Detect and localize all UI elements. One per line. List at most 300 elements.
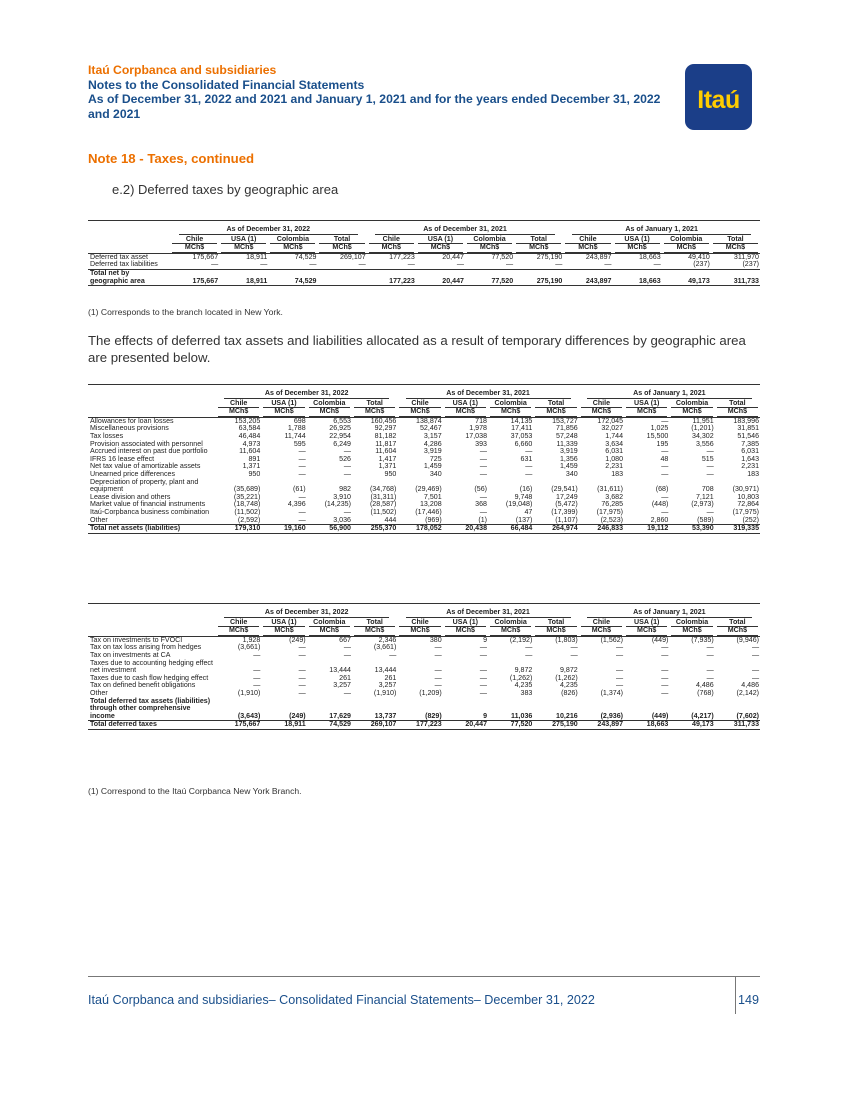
cell-value: 3,682 bbox=[605, 492, 624, 501]
unit-text: MCh$ bbox=[319, 244, 364, 253]
cell-value: (1,374) bbox=[600, 688, 624, 697]
row-label: Other bbox=[90, 515, 108, 524]
cell-value: — bbox=[751, 650, 760, 659]
cell-value: 319,335 bbox=[715, 525, 760, 534]
cell-value: — bbox=[456, 260, 464, 269]
column-header-label: Colombia bbox=[309, 619, 350, 628]
row-label: Total net assets (liabilities) bbox=[88, 525, 216, 534]
cell-value: 183 bbox=[611, 469, 624, 478]
column-header-label: Colombia bbox=[270, 236, 315, 245]
cell-value: 891 bbox=[248, 454, 261, 463]
row-label: Itaú-Corpbanca business combination bbox=[90, 507, 210, 516]
cell-value: — bbox=[661, 643, 669, 652]
cell-value: (5,472) bbox=[555, 500, 578, 509]
cell-value: 9,748 bbox=[514, 492, 533, 501]
cell-value: 3,634 bbox=[605, 439, 624, 448]
row-label: Provision associated with personnel bbox=[90, 439, 203, 448]
cell-value: 178,052 bbox=[397, 525, 442, 534]
cell-value: 14,135 bbox=[510, 416, 533, 425]
cell-value: 177,223 bbox=[367, 269, 416, 285]
cell-value: 179,310 bbox=[216, 525, 261, 534]
cell-value: — bbox=[706, 673, 714, 682]
cell-value: 950 bbox=[384, 469, 397, 478]
row-label: Total deferred tax assets (liabilities) through other comprehensive income bbox=[90, 696, 211, 720]
cell-value: 52,467 bbox=[419, 424, 442, 433]
unit-label bbox=[488, 408, 533, 417]
cell-value: 3,157 bbox=[423, 431, 442, 440]
unit-label bbox=[514, 244, 563, 253]
cell-value: 698 bbox=[293, 416, 306, 425]
unit-label bbox=[624, 408, 669, 417]
unit-text: MCh$ bbox=[581, 408, 622, 417]
cell-value: 4,286 bbox=[423, 439, 442, 448]
cell-value: 74,529 bbox=[307, 721, 352, 730]
cell-value: 18,663 bbox=[638, 252, 661, 261]
cell-value: (35,689) bbox=[233, 485, 261, 494]
unit-text: MCh$ bbox=[713, 244, 758, 253]
cell-value: 4,235 bbox=[514, 681, 533, 690]
cell-value: 46,484 bbox=[238, 431, 261, 440]
group-header bbox=[579, 385, 760, 399]
column-header-label: Total bbox=[713, 236, 758, 245]
unit-text: MCh$ bbox=[581, 627, 622, 636]
unit-row bbox=[88, 408, 760, 417]
cell-value: — bbox=[298, 666, 306, 675]
unit-text: MCh$ bbox=[516, 244, 561, 253]
cell-value: — bbox=[525, 469, 533, 478]
cell-value: 1,459 bbox=[423, 462, 442, 471]
cell-value: 7,385 bbox=[741, 439, 760, 448]
cell-value: 20,447 bbox=[443, 721, 488, 730]
column-header-label: Total bbox=[535, 619, 576, 628]
column-header-label: Total bbox=[535, 400, 576, 409]
column-header-label: Total bbox=[354, 400, 395, 409]
cell-value: 138,874 bbox=[416, 416, 442, 425]
cell-value: (2,973) bbox=[691, 500, 714, 509]
cell-value: 49,410 bbox=[688, 252, 710, 261]
column-header-label: Chile bbox=[581, 400, 622, 409]
cell-value: 4,235 bbox=[559, 681, 578, 690]
unit-text: MCh$ bbox=[263, 627, 304, 636]
cell-value: (14,235) bbox=[324, 500, 351, 509]
cell-value: 32,027 bbox=[601, 424, 624, 433]
cell-value: 1,417 bbox=[378, 454, 397, 463]
cell-value: — bbox=[298, 643, 306, 652]
cell-value: 195 bbox=[656, 439, 669, 448]
cell-value: (1,803) bbox=[555, 635, 578, 644]
financial-table bbox=[88, 220, 760, 286]
cell-value: 48 bbox=[660, 454, 669, 463]
cell-value: 10,216 bbox=[556, 711, 578, 720]
cell-value: 1,459 bbox=[559, 462, 578, 471]
footer-text: Itaú Corpbanca and subsidiaries– Consolidated Financial Statements– December 31, 2022 bbox=[88, 993, 595, 1007]
cell-value: (7,602) bbox=[736, 711, 760, 720]
unit-text: MCh$ bbox=[664, 244, 709, 253]
cell-value: (56) bbox=[474, 485, 488, 494]
footer-rule bbox=[88, 976, 760, 977]
table-deferred-taxes-by-area bbox=[88, 220, 760, 286]
cell-value: 22,954 bbox=[329, 431, 351, 440]
cell-value: 57,248 bbox=[556, 431, 578, 440]
group-header bbox=[216, 604, 397, 618]
cell-value: (29,541) bbox=[551, 485, 578, 494]
cell-value: 3,556 bbox=[695, 439, 714, 448]
table-row bbox=[88, 479, 760, 494]
cell-value: 175,667 bbox=[216, 721, 261, 730]
cell-value: (249) bbox=[289, 635, 306, 644]
cell-value: (3,661) bbox=[237, 643, 261, 652]
cell-value: 595 bbox=[293, 439, 306, 448]
cell-value: 275,190 bbox=[533, 721, 578, 730]
unit-text: MCh$ bbox=[418, 244, 463, 253]
cell-value: (237) bbox=[693, 260, 710, 269]
company-name: Itaú Corpbanca and subsidiaries bbox=[88, 63, 277, 77]
cell-value: — bbox=[434, 643, 442, 652]
cell-value: 153,727 bbox=[552, 416, 578, 425]
row-label: Total deferred taxes bbox=[88, 721, 216, 730]
cell-value: 175,667 bbox=[192, 252, 219, 261]
cell-value: 11,951 bbox=[692, 416, 714, 425]
header-line-notes: Notes to the Consolidated Financial Statements bbox=[88, 77, 365, 92]
cell-value: — bbox=[661, 492, 669, 501]
column-header-label: Chile bbox=[565, 236, 610, 245]
cell-value: (2,192) bbox=[509, 635, 533, 644]
group-header-row bbox=[88, 604, 760, 618]
cell-value: (16) bbox=[519, 485, 533, 494]
unit-text: MCh$ bbox=[354, 408, 395, 417]
logo-text: Itaú bbox=[697, 86, 740, 114]
cell-value: (3,661) bbox=[373, 643, 397, 652]
cell-value: 631 bbox=[520, 454, 533, 463]
unit-label bbox=[443, 627, 488, 636]
unit-label bbox=[261, 408, 306, 417]
cell-value: 526 bbox=[339, 454, 351, 463]
unit-text: MCh$ bbox=[671, 627, 712, 636]
cell-value: 311,970 bbox=[733, 252, 759, 261]
cell-value: — bbox=[615, 666, 624, 675]
subtotal-row bbox=[88, 698, 760, 721]
unit-label bbox=[624, 627, 669, 636]
cell-value: 18,911 bbox=[261, 721, 306, 730]
column-header-label: Chile bbox=[399, 400, 440, 409]
cell-value: 17,411 bbox=[511, 424, 533, 433]
unit-text: MCh$ bbox=[399, 408, 440, 417]
cell-value: 6,031 bbox=[605, 447, 624, 456]
unit-label bbox=[307, 627, 352, 636]
unit-label bbox=[715, 627, 760, 636]
row-label: IFRS 16 lease effect bbox=[90, 454, 155, 463]
column-header-label: Chile bbox=[581, 619, 622, 628]
column-header-label: Colombia bbox=[309, 400, 350, 409]
column-header-label: Total bbox=[516, 236, 561, 245]
cell-value: — bbox=[706, 650, 714, 659]
row-label: Accrued interest on past due portfolio bbox=[90, 447, 208, 456]
cell-value: 243,897 bbox=[585, 252, 612, 261]
unit-text: MCh$ bbox=[369, 244, 414, 253]
cell-value: — bbox=[253, 681, 261, 690]
unit-label bbox=[261, 627, 306, 636]
group-header-label: As of December 31, 2021 bbox=[406, 609, 571, 618]
cell-value: 9 bbox=[483, 711, 488, 720]
cell-value bbox=[317, 269, 366, 285]
cell-value: 17,249 bbox=[556, 492, 578, 501]
financial-table bbox=[88, 384, 760, 534]
unit-label bbox=[533, 408, 578, 417]
cell-value: — bbox=[479, 492, 488, 501]
column-header-label: USA (1) bbox=[626, 619, 667, 628]
cell-value: — bbox=[751, 666, 760, 675]
cell-value: (30,971) bbox=[732, 485, 760, 494]
table-row bbox=[88, 644, 760, 652]
group-header-row bbox=[88, 385, 760, 399]
unit-label bbox=[488, 627, 533, 636]
cell-value: (137) bbox=[515, 515, 533, 524]
cell-value: — bbox=[434, 666, 442, 675]
cell-value: — bbox=[615, 681, 624, 690]
group-header-label: As of January 1, 2021 bbox=[587, 609, 752, 618]
column-header-label: Colombia bbox=[671, 400, 712, 409]
cell-value: 18,663 bbox=[613, 269, 662, 285]
document-header bbox=[88, 63, 688, 121]
unit-label bbox=[397, 408, 442, 417]
cell-value: (29,469) bbox=[415, 485, 442, 494]
unit-text: MCh$ bbox=[717, 627, 758, 636]
cell-value: — bbox=[661, 673, 669, 682]
cell-value: (17,975) bbox=[596, 507, 624, 516]
header-line-period-cont: and 2021 bbox=[88, 106, 141, 121]
row-label: Depreciation of property, plant and equipment bbox=[90, 477, 199, 494]
cell-value: 183 bbox=[747, 469, 760, 478]
unit-text: MCh$ bbox=[490, 408, 531, 417]
cell-value: 18,911 bbox=[219, 269, 268, 285]
column-header-label: Chile bbox=[172, 236, 217, 245]
cell-value: — bbox=[615, 650, 624, 659]
unit-text: MCh$ bbox=[717, 408, 758, 417]
row-label: Tax losses bbox=[90, 431, 124, 440]
group-header bbox=[216, 385, 397, 399]
row-label: Miscellaneous provisions bbox=[90, 424, 169, 433]
cell-value: 725 bbox=[429, 454, 442, 463]
cell-value: — bbox=[570, 650, 578, 659]
itau-logo bbox=[685, 64, 752, 130]
column-header-label: USA (1) bbox=[615, 236, 660, 245]
cell-value: — bbox=[389, 650, 397, 659]
cell-value: 153,205 bbox=[234, 416, 261, 425]
cell-value: — bbox=[434, 673, 442, 682]
cell-value: 340 bbox=[565, 469, 578, 478]
cell-value: — bbox=[706, 643, 714, 652]
cell-value: — bbox=[479, 688, 488, 697]
row-label: Tax on defined benefit obligations bbox=[90, 681, 196, 690]
column-header-label: USA (1) bbox=[221, 236, 266, 245]
cell-value: (829) bbox=[425, 711, 442, 720]
cell-value: 63,584 bbox=[238, 424, 261, 433]
row-label: Deferred tax asset bbox=[90, 252, 148, 261]
unit-text: MCh$ bbox=[467, 244, 512, 253]
cell-value: (19,048) bbox=[505, 500, 533, 509]
footer-divider bbox=[735, 976, 736, 1014]
cell-value: 3,910 bbox=[333, 492, 351, 501]
row-label: Tax on investments at CA bbox=[90, 650, 171, 659]
cell-value: 383 bbox=[520, 688, 533, 697]
cell-value: — bbox=[358, 260, 366, 269]
cell-value: 18,663 bbox=[624, 721, 669, 730]
cell-value: 31,851 bbox=[737, 424, 760, 433]
cell-value: 982 bbox=[339, 485, 351, 494]
cell-value: 183,996 bbox=[733, 416, 760, 425]
cell-value: — bbox=[343, 688, 351, 697]
cell-value: — bbox=[706, 462, 714, 471]
cell-value: 77,520 bbox=[491, 252, 514, 261]
cell-value: 275,190 bbox=[536, 252, 563, 261]
unit-label bbox=[579, 408, 624, 417]
table-row bbox=[88, 448, 760, 456]
column-header-label: USA (1) bbox=[263, 400, 304, 409]
cell-value: — bbox=[706, 507, 714, 516]
unit-text: MCh$ bbox=[221, 244, 266, 253]
cell-value: (17,446) bbox=[415, 507, 442, 516]
unit-label bbox=[711, 244, 760, 253]
cell-value: — bbox=[479, 454, 488, 463]
cell-value: 7,501 bbox=[423, 492, 442, 501]
unit-label bbox=[317, 244, 366, 253]
cell-value: — bbox=[298, 492, 306, 501]
cell-value: 6,660 bbox=[514, 439, 533, 448]
group-header-label: As of December 31, 2022 bbox=[224, 390, 389, 399]
cell-value: — bbox=[343, 462, 351, 471]
group-header bbox=[397, 385, 578, 399]
cell-value: — bbox=[253, 666, 261, 675]
cell-value: (1,107) bbox=[555, 515, 578, 524]
column-header-label: Chile bbox=[218, 619, 259, 628]
row-label: Unearned price differences bbox=[90, 469, 176, 478]
table-row bbox=[88, 660, 760, 675]
unit-text: MCh$ bbox=[626, 627, 667, 636]
cell-value: 47 bbox=[524, 507, 533, 516]
cell-value: 4,396 bbox=[287, 500, 306, 509]
cell-value: 71,856 bbox=[556, 424, 578, 433]
cell-value: 9,872 bbox=[514, 666, 533, 675]
unit-label bbox=[443, 408, 488, 417]
unit-text: MCh$ bbox=[399, 627, 440, 636]
group-header-label: As of January 1, 2021 bbox=[587, 390, 752, 399]
cell-value: — bbox=[343, 469, 351, 478]
cell-value: 49,173 bbox=[662, 269, 711, 285]
cell-value: — bbox=[309, 260, 317, 269]
cell-value: 13,737 bbox=[374, 711, 397, 720]
cell-value: 261 bbox=[384, 673, 397, 682]
cell-value: 37,053 bbox=[510, 431, 533, 440]
cell-value: 11,817 bbox=[375, 439, 397, 448]
cell-value: 13,208 bbox=[419, 500, 442, 509]
row-label: Tax on tax loss arising from hedges bbox=[90, 643, 202, 652]
row-label: Taxes due to accounting hedging effect net investment bbox=[90, 658, 213, 675]
cell-value: (1,910) bbox=[373, 688, 397, 697]
cell-value: 708 bbox=[701, 485, 714, 494]
table-row bbox=[88, 463, 760, 471]
cell-value: — bbox=[479, 507, 488, 516]
cell-value: — bbox=[260, 260, 268, 269]
unit-label bbox=[613, 244, 662, 253]
cell-value: 92,297 bbox=[374, 424, 397, 433]
cell-value: 515 bbox=[701, 454, 714, 463]
row-label: Allowances for loan losses bbox=[90, 416, 174, 425]
cell-value: 9 bbox=[483, 635, 488, 644]
cell-value: — bbox=[661, 469, 669, 478]
cell-value: — bbox=[343, 507, 351, 516]
cell-value: 1,025 bbox=[650, 424, 669, 433]
unit-text: MCh$ bbox=[626, 408, 667, 417]
unit-label bbox=[367, 244, 416, 253]
cell-value: (249) bbox=[289, 711, 306, 720]
cell-value: 1,080 bbox=[605, 454, 624, 463]
cell-value: — bbox=[661, 507, 669, 516]
cell-value: — bbox=[298, 688, 306, 697]
cell-value: (61) bbox=[293, 485, 306, 494]
unit-row bbox=[88, 244, 760, 253]
unit-text: MCh$ bbox=[445, 408, 486, 417]
unit-label bbox=[268, 244, 317, 253]
cell-value: 11,744 bbox=[284, 431, 306, 440]
unit-text: MCh$ bbox=[172, 244, 217, 253]
cell-value: — bbox=[298, 447, 306, 456]
cell-value: (1,201) bbox=[691, 424, 714, 433]
cell-value: 261 bbox=[339, 673, 351, 682]
cell-value: — bbox=[434, 650, 442, 659]
cell-value: 243,897 bbox=[563, 269, 612, 285]
cell-value: (3,643) bbox=[237, 711, 261, 720]
unit-label bbox=[662, 244, 711, 253]
cell-value: 74,529 bbox=[294, 252, 317, 261]
cell-value: — bbox=[479, 650, 488, 659]
unit-label bbox=[216, 627, 261, 636]
unit-text: MCh$ bbox=[615, 244, 660, 253]
cell-value: (1,262) bbox=[509, 673, 533, 682]
cell-value: 177,223 bbox=[389, 252, 415, 261]
group-header bbox=[563, 221, 760, 235]
row-label: Market value of financial instruments bbox=[90, 500, 206, 509]
unit-text: MCh$ bbox=[309, 627, 350, 636]
column-header-label: USA (1) bbox=[445, 400, 486, 409]
cell-value: 51,546 bbox=[737, 431, 760, 440]
cell-value: (34,768) bbox=[369, 485, 397, 494]
footnote-corpbanca-ny-branch: (1) Correspond to the Itaú Corpbanca New York Branch. bbox=[88, 786, 302, 796]
column-header-label: Chile bbox=[369, 236, 414, 245]
cell-value: 11,604 bbox=[375, 447, 397, 456]
unit-text: MCh$ bbox=[535, 408, 576, 417]
cell-value: (1,209) bbox=[419, 688, 442, 697]
cell-value: 950 bbox=[248, 469, 261, 478]
group-header-label: As of December 31, 2021 bbox=[375, 226, 554, 235]
unit-text: MCh$ bbox=[218, 408, 259, 417]
cell-value: (1,562) bbox=[600, 635, 624, 644]
cell-value: — bbox=[661, 447, 669, 456]
cell-value: 17,629 bbox=[329, 711, 351, 720]
cell-value: (7,935) bbox=[691, 635, 714, 644]
cell-value: 1,371 bbox=[378, 462, 397, 471]
row-label: Other bbox=[90, 688, 108, 697]
cell-value: 15,500 bbox=[646, 431, 669, 440]
column-header-label: Total bbox=[319, 236, 364, 245]
cell-value: (1,262) bbox=[555, 673, 578, 682]
column-header-label: Colombia bbox=[671, 619, 712, 628]
section-subtitle: e.2) Deferred taxes by geographic area bbox=[112, 182, 339, 197]
unit-text: MCh$ bbox=[309, 408, 350, 417]
cell-value: 19,112 bbox=[624, 525, 669, 534]
group-header-label: As of December 31, 2022 bbox=[224, 609, 389, 618]
group-header bbox=[170, 221, 367, 235]
column-header-label: Colombia bbox=[664, 236, 709, 245]
